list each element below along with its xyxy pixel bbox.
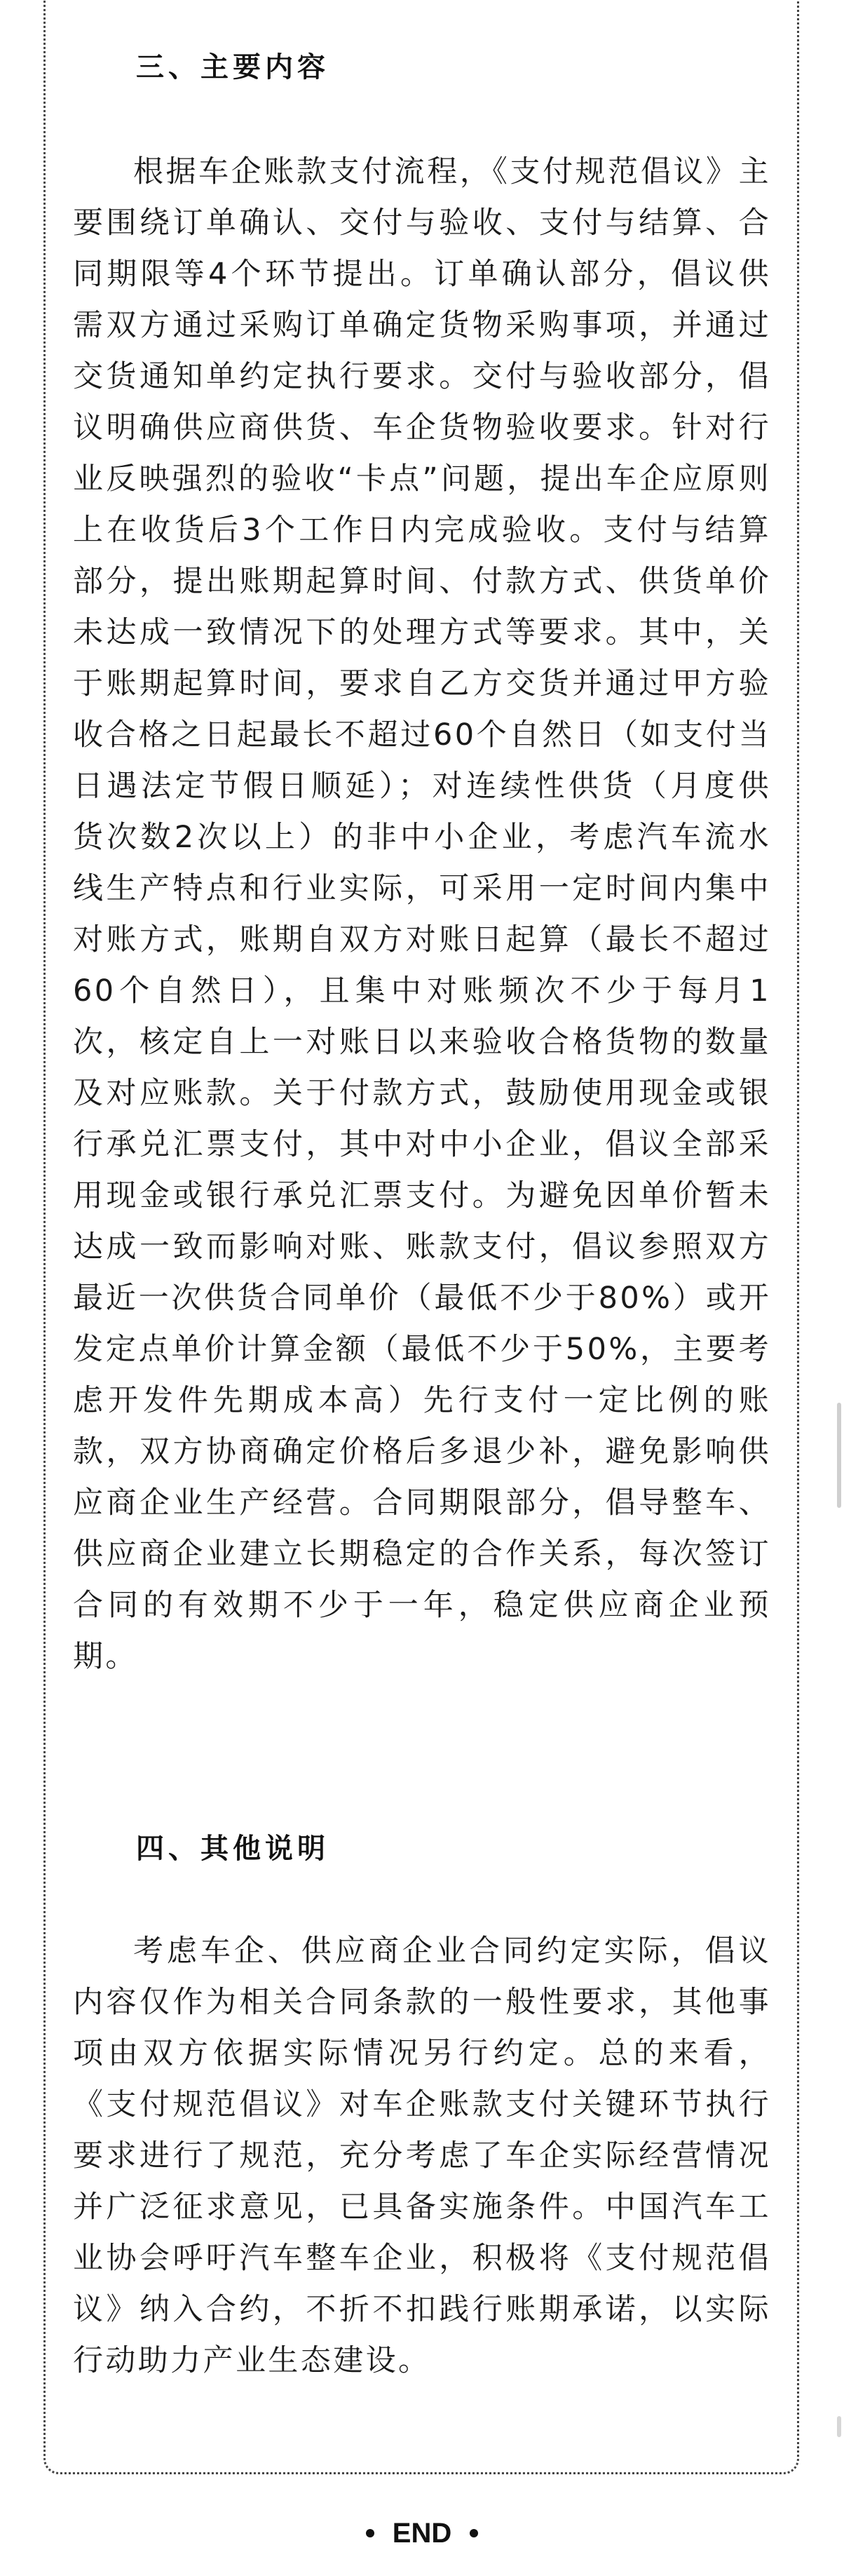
bullet-dot-icon	[366, 2529, 374, 2537]
section-paragraph-main-content: 根据车企账款支付流程，《支付规范倡议》主要围绕订单确认、交付与验收、支付与结算、合同期限等4个环节提出。订单确认部分，倡议供需双方通过采购订单确定货物采购事项，并通过交货通知单约定执行要求。交付与验收部分，倡议明确供应商供货、车企货物验收要求。针对行业反映强烈的验收“卡点”问题，提出车企应原则上在收货后3个工作日内完成验收。支付与结算部分，提出账期起算时间、付款方式、供货单价未达成一致情况下的处理方式等要求。其中，关于账期起算时间，要求自乙方交货并通过甲方验收合格之日起最长不超过60个自然日（如支付当日遇法定节假日顺延）；对连续性供货（月度供货次数2次以上）的非中小企业，考虑汽车流水线生产特点和行业实际，可采用一定时间内集中对账方式，账期自双方对账日起算（最长不超过60个自然日），且集中对账频次不少于每月1次，核定自上一对账日以来验收合格货物的数量及对应账款。关于付款方式，鼓励使用现金或银行承兑汇票支付，其中对中小企业，倡议全部采用现金或银行承兑汇票支付。为避免因单价暂未达成一致而影响对账、账款支付，倡议参照双方最近一次供货合同单价（最低不少于80%）或开发定点单价计算金额（最低不少于50%，主要考虑开发件先期成本高）先行支付一定比例的账款，双方协商确定价格后多退少补，避免影响供应商企业生产经营。合同期限部分，倡导整车、供应商企业建立长期稳定的合作关系，每次签订合同的有效期不少于一年，稳定供应商企业预期。	[73, 154, 771, 1674]
bullet-dot-icon	[470, 2529, 478, 2537]
scrollbar-thumb[interactable]	[837, 1403, 841, 1508]
section-heading-main-content: 三、主要内容	[136, 51, 329, 83]
end-marker	[0, 2512, 844, 2554]
scrollbar-marker	[837, 2416, 841, 2437]
end-label: END	[392, 2517, 452, 2549]
scrollbar-track[interactable]	[837, 0, 841, 2576]
section-paragraph-other-notes: 考虑车企、供应商企业合同约定实际，倡议内容仅作为相关合同条款的一般性要求，其他事项由双方依据实际情况另行约定。总的来看，《支付规范倡议》对车企账款支付关键环节执行要求进行了规范，充分考虑了车企实际经营情况并广泛征求意见，已具备实施条件。中国汽车工业协会呼吁汽车整车企业，积极将《支付规范倡议》纳入合约，不折不扣践行账期承诺，以实际行动助力产业生态建设。	[73, 1934, 771, 2378]
section-heading-other-notes: 四、其他说明	[136, 1833, 329, 1865]
